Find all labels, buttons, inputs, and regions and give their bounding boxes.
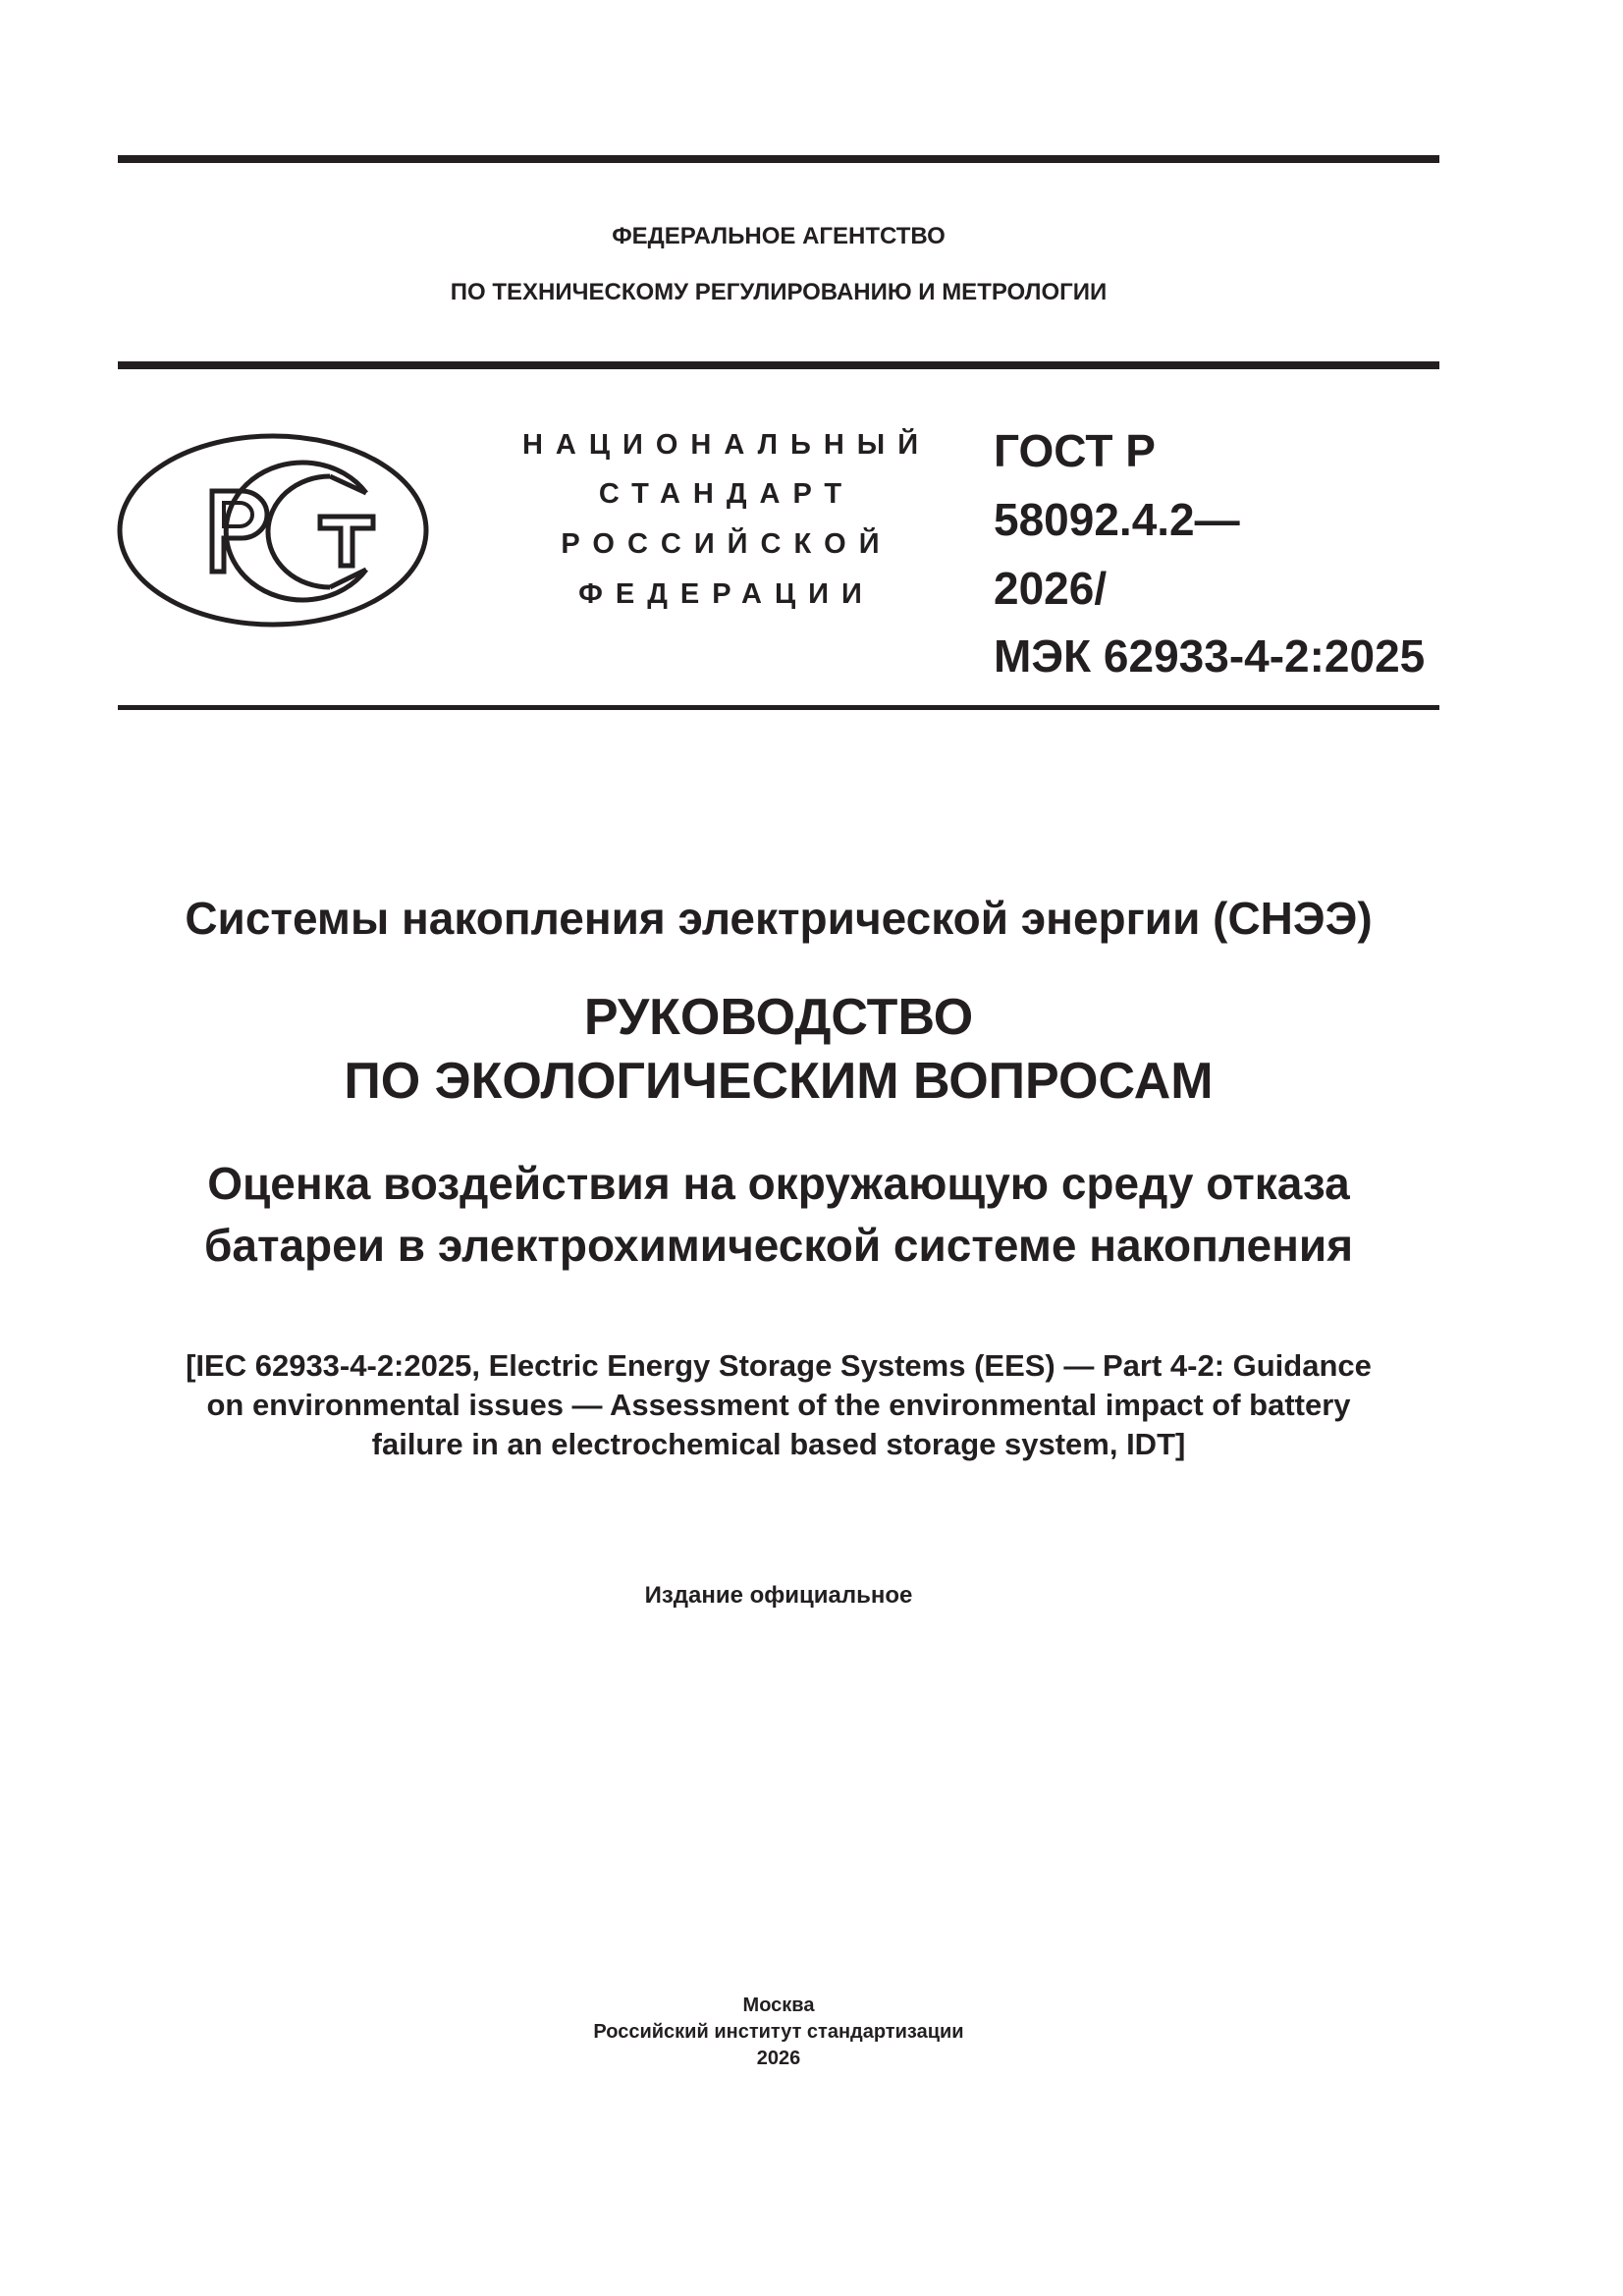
agency-name-line1: ФЕДЕРАЛЬНОЕ АГЕНТСТВО	[612, 223, 946, 249]
pct-certification-mark-icon	[116, 432, 430, 629]
sub-title-line1: Оценка воздействия на окружающую среду отказа	[207, 1158, 1350, 1209]
national-standard-line1: НАЦИОНАЛЬНЫЙ	[521, 429, 932, 461]
designation-rule	[118, 705, 1439, 710]
national-standard-line4: ФЕДЕРАЦИИ	[578, 578, 875, 610]
agency-name-line2: ПО ТЕХНИЧЕСКОМУ РЕГУЛИРОВАНИЮ И МЕТРОЛОГИИ	[450, 279, 1108, 305]
iec-reference-line3: failure in an electrochemical based storage system, IDT]	[371, 1427, 1186, 1461]
national-standard-line2: СТАНДАРТ	[598, 478, 855, 510]
top-rule	[118, 155, 1439, 163]
designation-line3: 2026/	[994, 563, 1108, 614]
national-standard-line3: РОССИЙСКОЙ	[561, 528, 893, 560]
imprint-year: 2026	[756, 2048, 801, 2069]
designation-line1: ГОСТ Р	[994, 425, 1156, 476]
iec-reference-line2: on environmental issues — Assessment of the environmental impact of battery	[206, 1388, 1351, 1422]
imprint-publisher: Российский институт стандартизации	[593, 2021, 964, 2043]
sub-title-line2: батареи в электрохимической системе накопления	[203, 1220, 1354, 1271]
designation-line4: МЭК 62933-4-2:2025	[994, 630, 1426, 682]
header-rule	[118, 361, 1439, 369]
iec-reference-line1: [IEC 62933-4-2:2025, Electric Energy Storage Systems (EES) — Part 4-2: Guidance	[186, 1348, 1372, 1383]
main-title-line2: ПО ЭКОЛОГИЧЕСКИМ ВОПРОСАМ	[344, 1053, 1214, 1110]
general-title: Системы накопления электрической энергии (СНЭЭ)	[185, 893, 1373, 944]
imprint-city: Москва	[742, 1995, 815, 2016]
edition-label: Издание официальное	[644, 1582, 913, 1609]
designation-line2: 58092.4.2—	[994, 494, 1240, 545]
main-title-line1: РУКОВОДСТВО	[583, 989, 974, 1046]
